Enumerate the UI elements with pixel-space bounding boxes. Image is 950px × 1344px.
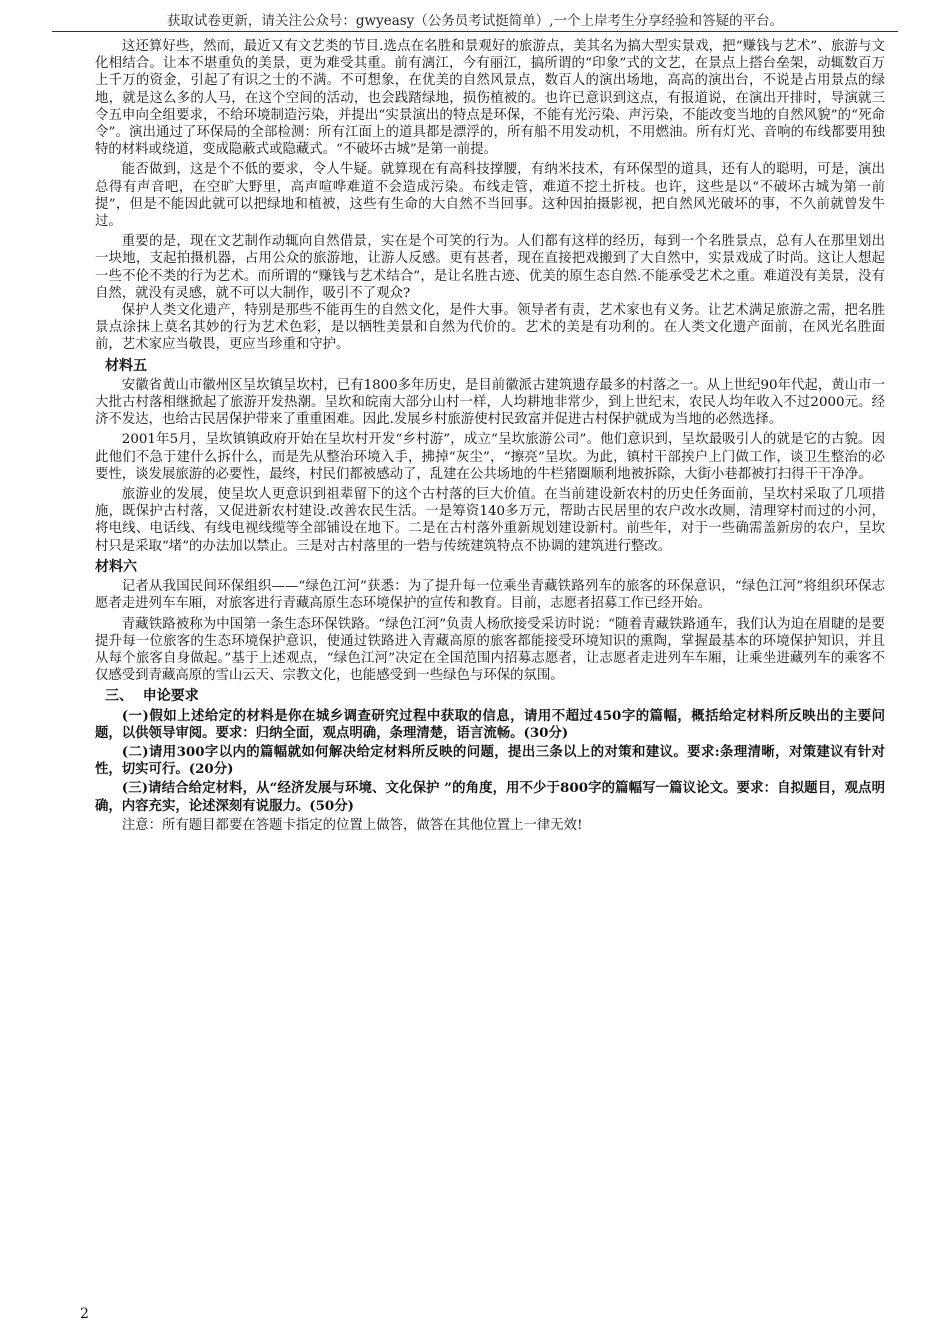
paragraph: 青藏铁路被称为中国第一条生态环保铁路。“绿色江河”负责人杨欣接受采访时说：“随着青藏铁路通车，我们认为迫在眉睫的是要提升每一位旅客的生态环境保护意识，使通过铁路进入青藏高原的旅客都能接受环境知识的熏陶，掌握最基本的环境保护知识，并且从每个旅客自身做起。”基于上述观点，“绿色江河”决定在全国范围内招募志愿者，让志愿者走进列车车厢，让乘坐进藏列车的乘客不仅感受到青藏高原的雪山云天、宗教文化，也能感受到一些绿色与环保的氛围。 xyxy=(95,616,885,684)
paragraph: 重要的是，现在文艺制作动辄向自然借景，实在是个可笑的行为。人们都有这样的经历，每到一个名胜景点，总有人在那里划出一块地，支起拍摄机器，占用公众的旅游地，让游人反感。更有甚者，现在直接把戏搬到了大自然中，实景戏成了时尚。这让人想起一些不伦不类的行为艺术。而所谓的“赚钱与艺术结合”，是让名胜古迹、优美的原生态自然.不能承受艺术之重。难道没有美景，没有自然，就没有灵感，就不可以大制作，吸引不了观众? xyxy=(95,234,885,301)
paragraph: 记者从我国民间环保组织——“绿色江河”获悉：为了提升每一位乘坐青藏铁路列车的旅客的环保意识，“绿色江河”将组织环保志愿者走进列车车厢，对旅客进行青藏高原生态环境保护的宣传和教育。目前，志愿者招募工作已经开始。 xyxy=(95,579,885,612)
paragraph: 安徽省黄山市徽州区呈坎镇呈坎村，已有1800多年历史，是目前徽派古建筑遗存最多的村落之一。从上世纪90年代起，黄山市一大批古村落相继掀起了旅游开发热潮。呈坎和皖南大部分山村一样，人均耕地非常少，到上世纪末，农民人均年收入不过2000元。经济不发达，也给古民居保护带来了重重困难。因此.发展乡村旅游使村民致富并促进古村保护就成为当地的必然选择。 xyxy=(95,377,885,428)
document-body xyxy=(95,38,885,834)
paragraph: 保护人类文化遗产，特别是那些不能再生的自然文化，是件大事。领导者有责，艺术家也有义务。让艺术满足旅游之需，把名胜景点涂抹上莫名其妙的行为艺术色彩，是以牺牲美景和自然为代价的。艺术的美是有功利的。在人类文化遗产面前，在风光名胜面前，艺术家应当敬畏，更应当珍重和守护。 xyxy=(95,303,885,353)
requirement-item: (三)请结合给定材料，从“经济发展与环境、文化保护 ”的角度，用不少于800字的篇幅写一篇议论文。要求：自拟题目，观点明确，内容充实，论述深刻有说服力。(50分) xyxy=(95,780,885,814)
page-number: 2 xyxy=(80,1306,89,1322)
page-header: 获取试卷更新，请关注公众号：gwyeasy（公务员考试挺简单）,一个上岸考生分享经验和答疑的平台。 xyxy=(166,13,784,29)
paragraph: 2001年5月，呈坎镇镇政府开始在呈坎村开发“乡村游”，成立“呈坎旅游公司”。他们意识到，呈坎最吸引人的就是它的古貌。因此他们不急于建什么拆什么，而是先从整治环境入手，拂掉“灰尘”，“擦亮”呈坎。为此，镇村干部挨户上门做工作，谈卫生整治的必要性，谈发展旅游的必要性，最终，村民们都被感动了，乱建在公共场地的牛栏猪圈顺利地被拆除，大街小巷都被打扫得干干净净。 xyxy=(95,432,885,482)
paragraph: 这还算好些，然而，最近又有文艺类的节目.选点在名胜和景观好的旅游点，美其名为搞大型实景戏，把“赚钱与艺术”、旅游与文化相结合。让本不堪重负的美景，更为难受其重。前有漓江，今有丽江，搞所谓的“印象”式的文艺，在景点上搭台垒架，动辄数百万上千万的资金，引起了有识之士的不满。不可想象，在优美的自然风景点，数百人的演出场地，高高的演出台，不说是占用景点的绿地，就是这么多的人马，在这个空间的活动，也会践踏绿地，损伤植被的。也许已意识到这点，有报道说，在演出开排时，导演就三令五申向全组要求，不给环境制造污染，并提出“实景演出的特点是环保，不能有光污染、声污染，不能改变当地的自然风貌”的“死命令”。演出通过了环保局的全部检测：所有江面上的道具都是漂浮的，所有船不用发动机，不用燃油。所有灯光、音响的布线都要用独特的材料或绕道，变成隐蔽式或隐藏式。“不破坏古城”是第一前提。 xyxy=(95,39,885,158)
paragraph: 旅游业的发展，使呈坎人更意识到祖辈留下的这个古村落的巨大价值。在当前建设新农村的历史任务面前，呈坎村采取了几项措施，既保护古村落，又促进新农村建设.改善农民生活。一是筹资140多万元，帮助古民居里的农户改水改厕，清理穿村而过的小河，将电线、电话线、有线电视线缆等全部铺设在地下。二是在古村落外重新规划建设新村。前些年，对于一些确需盖新房的农户，呈坎村只是采取“堵”的办法加以禁止。三是对古村落里的一砦与传统建筑特点不协调的建筑进行整改。 xyxy=(95,487,885,554)
exam-note: 注意：所有题目都要在答题卡指定的位置上做答，做答在其他位置上一律无效! xyxy=(121,817,583,833)
section-three-heading: 三、 申论要求 xyxy=(105,688,199,705)
requirement-item: (二)请用300字以内的篇幅就如何解决给定材料所反映的问题，提出三条以上的对策和建议。要求:条理清晰，对策建议有针对性，切实可行。(20分) xyxy=(95,743,885,778)
requirement-item: (一)假如上述给定的材料是你在城乡调查研究过程中获取的信息，请用不超过450字的篇幅，概括给定材料所反映出的主要问题，以供领导审阅。要求：归纳全面，观点明确，条理清楚，语言流畅。(30分) xyxy=(95,707,885,741)
material-five-heading: 材料五 xyxy=(105,357,147,374)
material-six-heading: 材料六 xyxy=(95,558,137,575)
header-divider xyxy=(52,31,898,32)
paragraph: 能否做到，这是个不低的要求，令人牛疑。就算现在有高科技撑腰，有纳米技术，有环保型的道具，还有人的聪明，可是，演出总得有声音吧，在空旷大野里，高声喧哗难道不会造成污染。布线走管，难道不挖土折枝。也许，这些是以“不破坏古城为第一前提”，但是不能因此就可以把绿地和植被，这些有生命的大自然不当回事。这种因拍摄影视，把自然风光破坏的事，不久前就曾发牛过。 xyxy=(95,162,885,230)
